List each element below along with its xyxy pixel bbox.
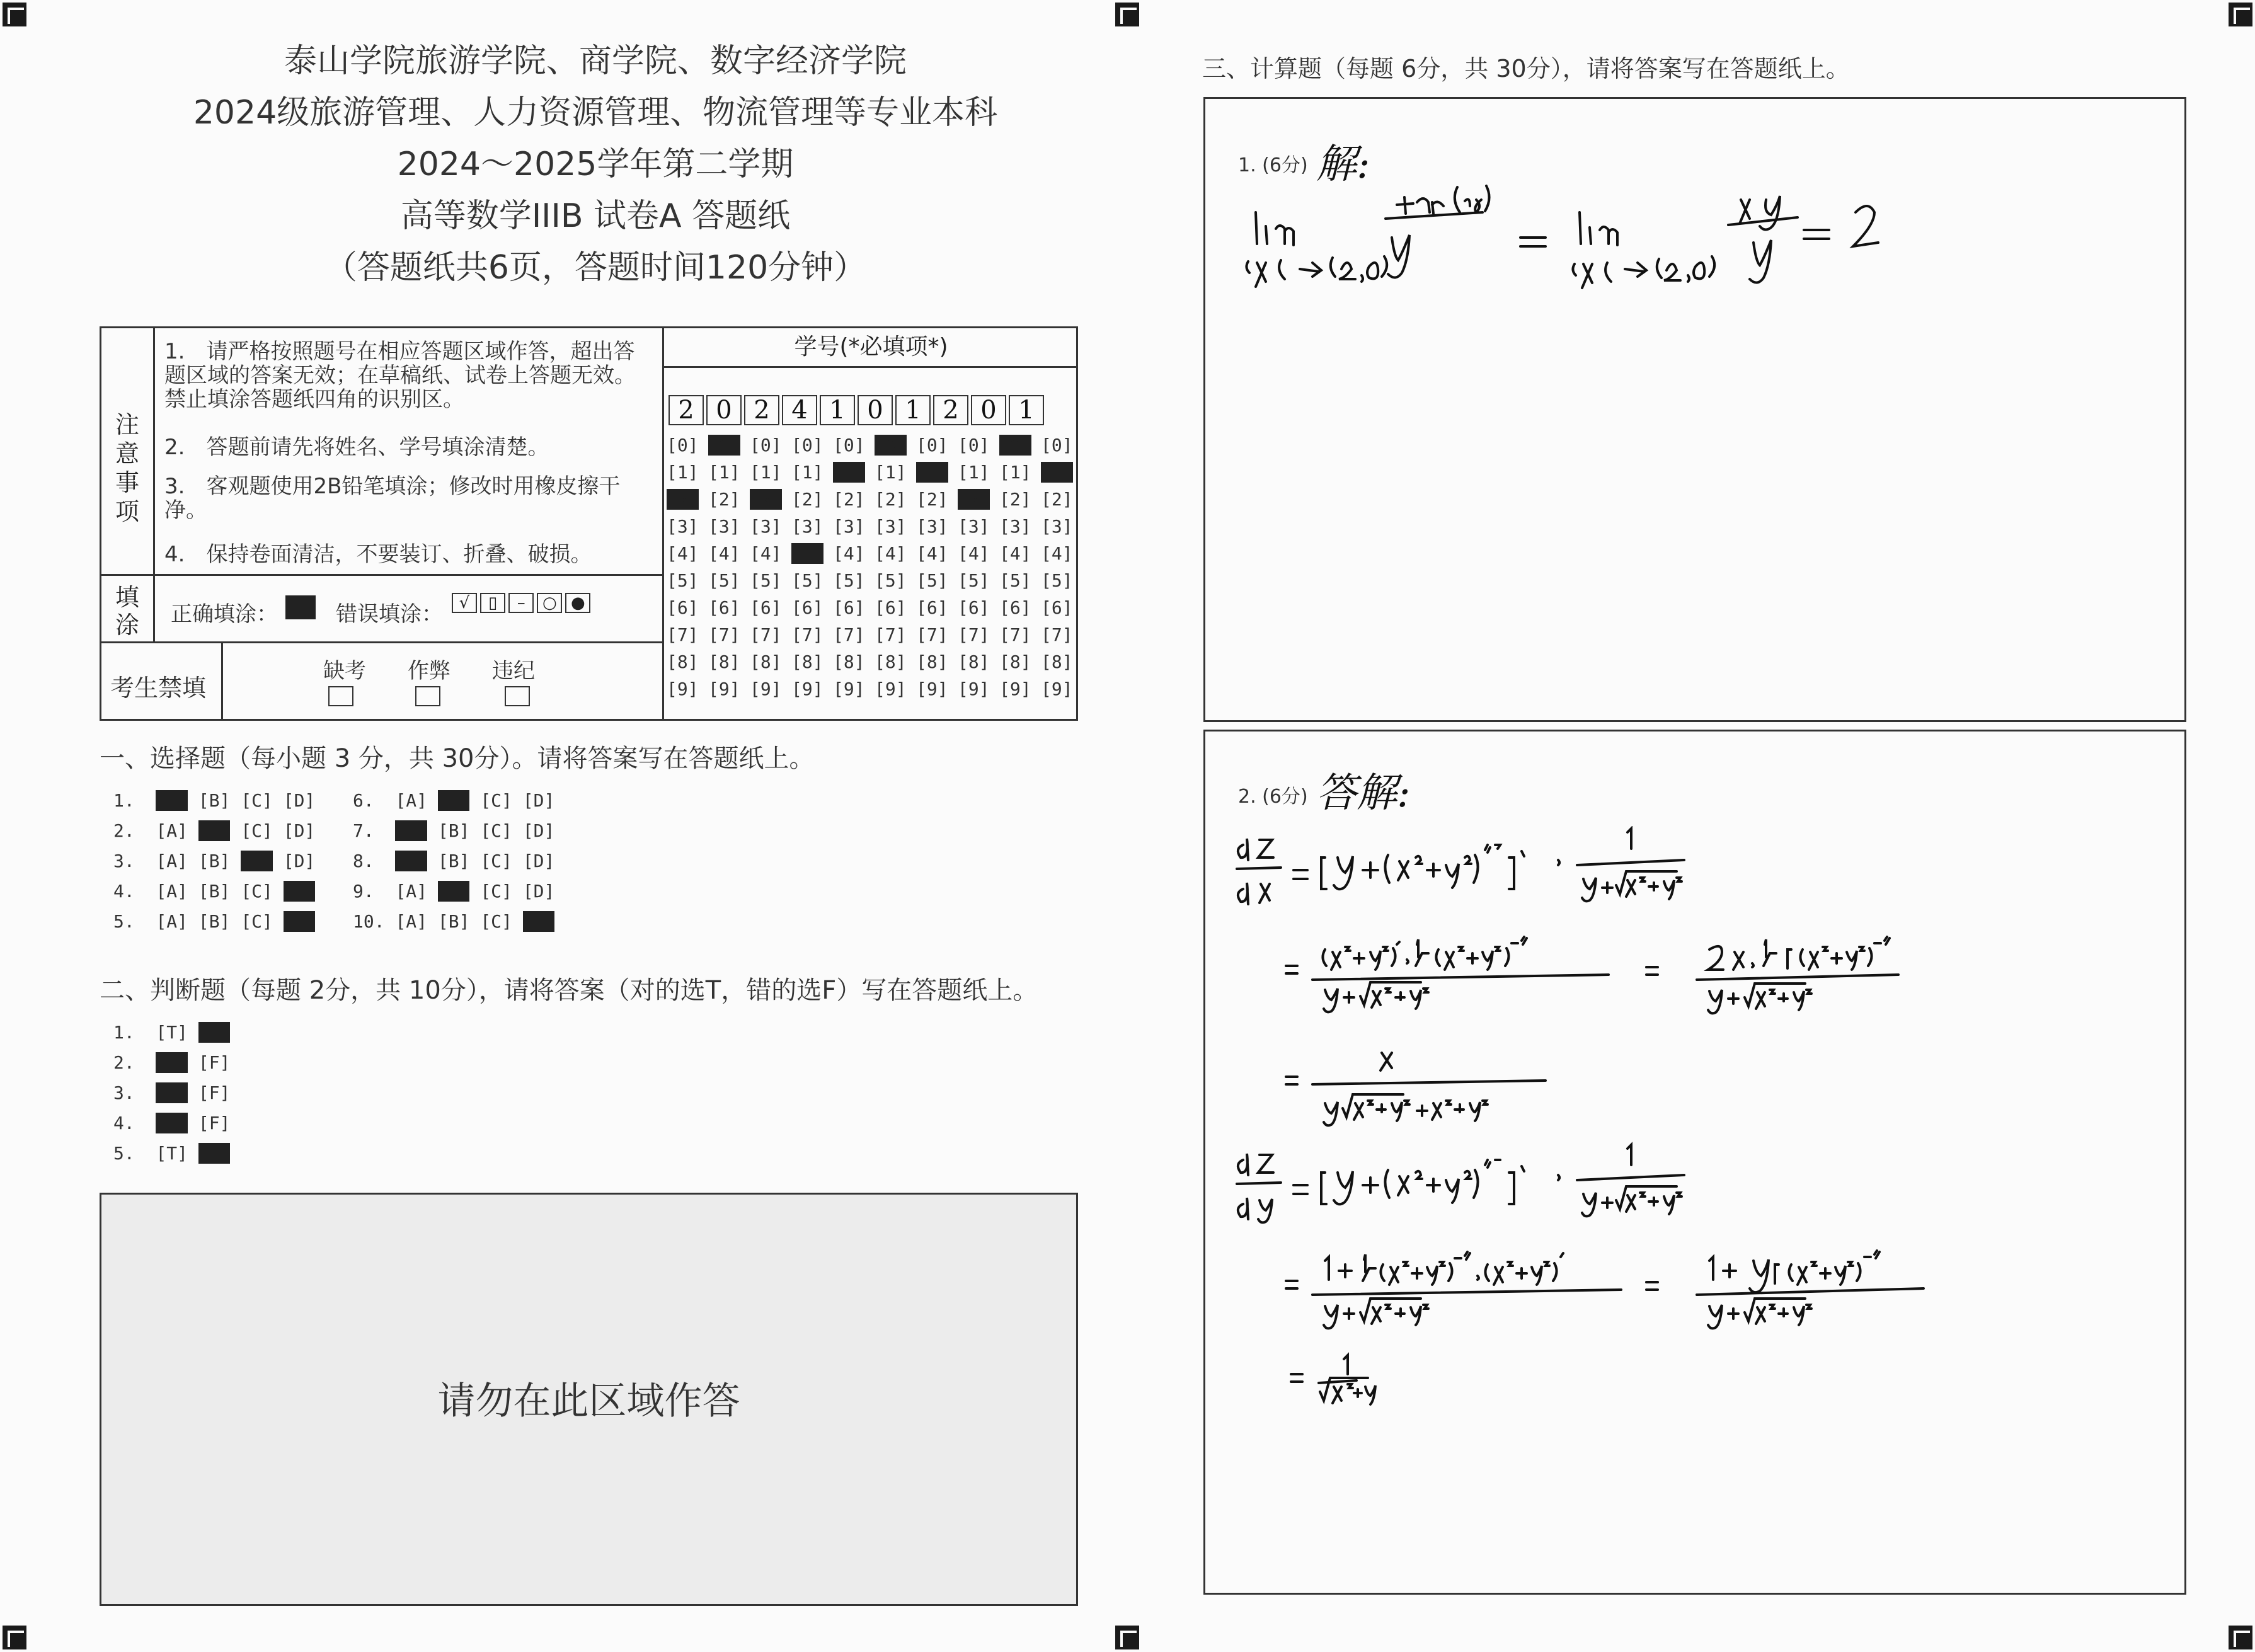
student-id-bubble[interactable]: [9] — [833, 679, 865, 699]
student-id-bubble[interactable]: [1] — [916, 462, 948, 483]
student-id-bubble[interactable]: [1] — [875, 462, 907, 483]
tf-item — [113, 1052, 241, 1073]
student-id-bubble-row — [667, 624, 1082, 651]
mcq-item — [353, 820, 565, 841]
tf-number: 2. — [113, 1052, 156, 1073]
student-id-bubble[interactable]: [7] — [916, 624, 948, 645]
mcq-option[interactable]: [A] — [156, 851, 188, 871]
wrong-fill-dot: ● — [565, 593, 590, 613]
student-id-bubble[interactable]: [7] — [999, 624, 1031, 645]
student-id-bubble[interactable]: [6] — [750, 597, 782, 618]
student-id-bubble[interactable]: [4] — [791, 543, 823, 564]
mcq-option[interactable]: [C] — [241, 820, 273, 841]
student-id-bubble[interactable]: [9] — [750, 679, 782, 699]
student-id-bubble[interactable]: [3] — [791, 516, 823, 537]
student-id-bubble[interactable]: [5] — [833, 570, 865, 591]
student-id-bubble[interactable]: [5] — [1041, 570, 1073, 591]
wrong-fill-samples — [452, 593, 590, 613]
mcq-item — [353, 790, 565, 811]
student-id-bubble[interactable]: [7] — [958, 624, 990, 645]
mcq-item — [353, 881, 565, 902]
mcq-item — [353, 911, 565, 932]
calc-question-2-hand-start: 答解: — [1316, 770, 1411, 817]
student-id-bubble[interactable]: [4] — [916, 543, 948, 564]
mcq-option[interactable]: [C] — [480, 790, 512, 811]
mcq-option[interactable]: [C] — [241, 790, 273, 811]
student-id-bubble[interactable]: [4] — [833, 543, 865, 564]
student-id-bubble[interactable]: [2] — [750, 489, 782, 510]
mcq-option[interactable]: [D] — [522, 851, 555, 871]
student-id-digit: 0 — [706, 395, 742, 425]
mcq-option[interactable] — [284, 911, 316, 932]
mcq-option[interactable] — [438, 790, 470, 811]
notice-item-4: 4. 保持卷面清洁，不要装订、折叠、破损。 — [164, 542, 592, 567]
tf-option[interactable]: [F] — [198, 1082, 231, 1103]
calc-question-1-box[interactable] — [1203, 97, 2186, 722]
student-id-digit: 2 — [933, 395, 968, 425]
student-id-bubble[interactable]: [8] — [791, 651, 823, 672]
mcq-option[interactable] — [438, 881, 470, 902]
wrong-fill-label: 错误填涂： — [336, 602, 443, 627]
student-id-bubble[interactable]: [5] — [791, 570, 823, 591]
tf-option[interactable]: [T] — [156, 1143, 188, 1164]
student-id-bubble[interactable]: [0] — [708, 435, 740, 456]
student-id-bubble[interactable]: [0] — [916, 435, 948, 456]
corner-mark-top-right — [2229, 3, 2252, 26]
tf-number: 3. — [113, 1082, 156, 1103]
student-id-bubble[interactable]: [8] — [667, 651, 699, 672]
mcq-number: 9. — [353, 881, 396, 902]
mcq-number: 4. — [113, 881, 156, 902]
tf-option[interactable]: [T] — [156, 1022, 188, 1043]
student-id-bubble[interactable]: [3] — [667, 516, 699, 537]
mcq-option[interactable]: [C] — [480, 881, 512, 902]
notice-side-label: 注意事项 — [115, 411, 139, 525]
student-id-bubble[interactable]: [9] — [875, 679, 907, 699]
student-id-bubble[interactable]: [3] — [999, 516, 1031, 537]
student-id-bubble[interactable]: [8] — [958, 651, 990, 672]
section1-title: 一、选择题（每小题 3 分，共 30分）。请将答案写在答题纸上。 — [100, 744, 815, 773]
mcq-number: 2. — [113, 820, 156, 841]
section3-title: 三、计算题（每题 6分，共 30分），请将答案写在答题纸上。 — [1202, 55, 1850, 83]
notice-item-1: 1. 请严格按照题号在相应答题区域作答，超出答题区域的答案无效；在草稿纸、试卷上答题无效。禁止填涂答题纸四角的识别区。 — [164, 339, 636, 412]
student-id-bubble[interactable]: [4] — [1041, 543, 1073, 564]
student-id-bubble[interactable]: [5] — [999, 570, 1031, 591]
student-id-bubble-row — [667, 570, 1082, 597]
student-id-bubble[interactable]: [9] — [1041, 679, 1073, 699]
corner-mark-bottom-right — [2229, 1626, 2252, 1649]
calc-question-2-label: 2. (6分) — [1238, 786, 1308, 808]
mcq-option[interactable]: [C] — [480, 911, 512, 932]
wrong-fill-circle: ○ — [537, 593, 562, 613]
student-id-bubble[interactable]: [5] — [708, 570, 740, 591]
student-id-bubble[interactable]: [6] — [999, 597, 1031, 618]
cheat-label: 作弊 — [408, 658, 450, 684]
tf-number: 4. — [113, 1113, 156, 1133]
mcq-number: 10. — [353, 911, 396, 932]
student-id-bubble[interactable]: [6] — [916, 597, 948, 618]
tf-option[interactable] — [156, 1082, 188, 1103]
mcq-option[interactable] — [241, 851, 273, 871]
student-id-bubble[interactable]: [9] — [708, 679, 740, 699]
student-id-bubble[interactable]: [6] — [1041, 597, 1073, 618]
student-id-bubble[interactable]: [0] — [958, 435, 990, 456]
student-id-bubble[interactable]: [0] — [833, 435, 865, 456]
student-id-bubble[interactable]: [7] — [708, 624, 740, 645]
student-id-bubble[interactable]: [4] — [708, 543, 740, 564]
tf-option[interactable] — [156, 1052, 188, 1073]
student-id-bubble[interactable]: [6] — [667, 597, 699, 618]
mcq-item — [353, 851, 565, 871]
mcq-number: 7. — [353, 820, 396, 841]
student-id-digit: 2 — [744, 395, 779, 425]
tf-item — [113, 1113, 241, 1133]
corner-mark-top-left — [3, 3, 26, 26]
header-line-3: 2024～2025学年第二学期 — [397, 146, 794, 183]
student-id-bubble[interactable]: [5] — [958, 570, 990, 591]
student-id-bubble[interactable]: [1] — [1041, 462, 1073, 483]
mcq-number: 6. — [353, 790, 396, 811]
mcq-item — [113, 820, 326, 841]
student-id-bubble[interactable]: [2] — [791, 489, 823, 510]
mcq-number: 8. — [353, 851, 396, 871]
student-id-bubble-row — [667, 543, 1082, 570]
tf-item — [113, 1022, 241, 1043]
student-id-bubble[interactable]: [9] — [958, 679, 990, 699]
tf-item — [113, 1143, 241, 1164]
mcq-option[interactable]: [B] — [437, 820, 470, 841]
mcq-option[interactable]: [C] — [480, 851, 512, 871]
mcq-number: 3. — [113, 851, 156, 871]
mcq-option[interactable] — [523, 911, 555, 932]
student-id-bubble[interactable]: [0] — [999, 435, 1031, 456]
student-id-bubble[interactable]: [4] — [999, 543, 1031, 564]
student-id-bubble[interactable]: [8] — [916, 651, 948, 672]
student-id-bubble-grid — [667, 435, 1082, 706]
header-line-4: 高等数学IIIB 试卷A 答题纸 — [400, 197, 791, 235]
student-id-bubble[interactable]: [5] — [750, 570, 782, 591]
student-id-bubble[interactable]: [2] — [916, 489, 948, 510]
mcq-option[interactable]: [A] — [156, 881, 188, 902]
student-id-bubble[interactable]: [7] — [875, 624, 907, 645]
mcq-item — [113, 790, 326, 811]
student-id-bubble-row — [667, 679, 1082, 706]
student-id-bubble[interactable]: [6] — [791, 597, 823, 618]
student-id-bubble[interactable]: [1] — [667, 462, 699, 483]
student-id-bubble[interactable]: [9] — [791, 679, 823, 699]
student-id-digits — [668, 395, 1047, 425]
student-id-bubble[interactable]: [3] — [958, 516, 990, 537]
mcq-number: 1. — [113, 790, 156, 811]
mcq-item — [113, 911, 326, 932]
student-id-bubble[interactable]: [1] — [708, 462, 740, 483]
tf-option[interactable] — [198, 1143, 231, 1164]
student-id-digit: 0 — [858, 395, 893, 425]
corner-mark-top-middle — [1115, 3, 1139, 26]
wrong-fill-check: √ — [452, 593, 477, 613]
student-id-bubble[interactable]: [7] — [667, 624, 699, 645]
calc-question-2-box[interactable] — [1203, 730, 2186, 1595]
student-id-bubble[interactable]: [2] — [999, 489, 1031, 510]
mcq-option[interactable]: [C] — [241, 881, 273, 902]
student-id-bubble[interactable]: [8] — [833, 651, 865, 672]
student-id-bubble[interactable]: [0] — [1041, 435, 1073, 456]
tf-option[interactable]: [F] — [198, 1052, 231, 1073]
mcq-option[interactable]: [B] — [198, 881, 231, 902]
student-id-bubble-row — [667, 651, 1082, 679]
mcq-option[interactable]: [C] — [241, 911, 273, 932]
header-line-1: 泰山学院旅游学院、商学院、数字经济学院 — [284, 42, 907, 80]
student-id-bubble[interactable]: [1] — [958, 462, 990, 483]
section2-title: 二、判断题（每题 2分，共 10分），请将答案（对的选T，错的选F）写在答题纸上。 — [100, 976, 1038, 1005]
student-id-bubble-row — [667, 489, 1082, 516]
mcq-option[interactable]: [D] — [522, 790, 555, 811]
mcq-option[interactable]: [D] — [283, 790, 316, 811]
student-id-bubble[interactable]: [6] — [708, 597, 740, 618]
student-id-bubble[interactable]: [4] — [875, 543, 907, 564]
header-line-5: （答题纸共6页，答题时间120分钟） — [324, 249, 867, 287]
violation-label: 违纪 — [492, 658, 535, 684]
student-id-bubble[interactable]: [8] — [750, 651, 782, 672]
student-id-bubble[interactable]: [7] — [791, 624, 823, 645]
mcq-item — [113, 881, 326, 902]
mcq-option[interactable]: [A] — [395, 790, 428, 811]
student-id-bubble[interactable]: [2] — [708, 489, 740, 510]
no-answer-zone-text: 请勿在此区域作答 — [437, 1379, 740, 1423]
mcq-option[interactable]: [D] — [283, 851, 316, 871]
student-id-bubble[interactable]: [9] — [999, 679, 1031, 699]
student-id-bubble[interactable]: [8] — [1041, 651, 1073, 672]
mcq-option[interactable]: [D] — [283, 820, 316, 841]
student-id-bubble[interactable]: [3] — [1041, 516, 1073, 537]
student-id-bubble[interactable]: [4] — [667, 543, 699, 564]
student-id-bubble[interactable]: [0] — [791, 435, 823, 456]
calc-question-1-label: 1. (6分) — [1238, 154, 1308, 176]
student-id-bubble[interactable]: [3] — [708, 516, 740, 537]
tf-number: 1. — [113, 1022, 156, 1043]
corner-mark-bottom-middle — [1115, 1626, 1139, 1649]
student-id-bubble-row — [667, 435, 1082, 462]
student-id-bubble[interactable]: [6] — [833, 597, 865, 618]
mcq-option[interactable]: [A] — [156, 820, 188, 841]
student-id-bubble[interactable]: [0] — [667, 435, 699, 456]
mcq-option[interactable]: [A] — [156, 911, 188, 932]
student-id-bubble-row — [667, 597, 1082, 624]
student-id-label: 学号(*必填项*) — [794, 334, 948, 360]
violation-checkbox[interactable] — [505, 686, 530, 706]
mcq-number: 5. — [113, 911, 156, 932]
student-id-bubble-row — [667, 516, 1082, 543]
student-id-bubble[interactable]: [5] — [875, 570, 907, 591]
student-id-digit: 2 — [668, 395, 704, 425]
header-line-2: 2024级旅游管理、人力资源管理、物流管理等专业本科 — [193, 94, 998, 132]
student-id-bubble[interactable]: [0] — [875, 435, 907, 456]
fill-label: 填涂 — [115, 583, 139, 639]
mcq-option[interactable] — [395, 851, 427, 871]
mcq-option[interactable]: [A] — [395, 911, 428, 932]
student-id-bubble[interactable]: [7] — [833, 624, 865, 645]
student-id-bubble[interactable]: [8] — [708, 651, 740, 672]
correct-fill-sample — [285, 595, 316, 619]
student-id-bubble[interactable]: [3] — [875, 516, 907, 537]
mcq-option[interactable] — [284, 881, 316, 902]
no-answer-zone — [100, 1193, 1078, 1606]
student-id-bubble[interactable]: [1] — [999, 462, 1031, 483]
student-id-bubble[interactable]: [1] — [791, 462, 823, 483]
corner-mark-bottom-left — [3, 1626, 26, 1649]
notice-item-2: 2. 答题前请先将姓名、学号填涂清楚。 — [164, 435, 549, 460]
student-id-bubble-row — [667, 462, 1082, 489]
tf-number: 5. — [113, 1143, 156, 1164]
wrong-fill-dash: – — [508, 593, 534, 613]
mcq-option[interactable]: [B] — [437, 911, 470, 932]
mcq-option[interactable]: [B] — [198, 790, 231, 811]
student-id-bubble[interactable]: [4] — [958, 543, 990, 564]
student-id-bubble[interactable]: [5] — [916, 570, 948, 591]
correct-fill-label: 正确填涂： — [171, 602, 278, 627]
absent-checkbox[interactable] — [328, 686, 353, 706]
student-id-bubble[interactable]: [9] — [916, 679, 948, 699]
student-id-bubble[interactable]: [1] — [833, 462, 865, 483]
tf-item — [113, 1082, 241, 1103]
student-id-bubble[interactable]: [8] — [875, 651, 907, 672]
student-id-digit: 4 — [782, 395, 817, 425]
student-id-bubble[interactable]: [2] — [875, 489, 907, 510]
student-id-bubble[interactable]: [3] — [916, 516, 948, 537]
student-id-bubble[interactable]: [6] — [875, 597, 907, 618]
student-id-digit: 1 — [1009, 395, 1044, 425]
tf-option[interactable]: [F] — [198, 1113, 231, 1133]
student-id-bubble[interactable]: [5] — [667, 570, 699, 591]
mcq-option[interactable] — [395, 820, 427, 841]
mcq-option[interactable]: [B] — [437, 851, 470, 871]
mcq-option[interactable]: [C] — [480, 820, 512, 841]
tf-option[interactable] — [156, 1113, 188, 1133]
student-id-bubble[interactable]: [2] — [833, 489, 865, 510]
student-id-bubble[interactable]: [2] — [1041, 489, 1073, 510]
calc-question-1-handwriting — [1243, 175, 1936, 313]
mcq-option[interactable]: [D] — [522, 881, 555, 902]
mcq-option[interactable]: [B] — [198, 851, 231, 871]
calc-question-2-handwriting — [1231, 826, 2125, 1569]
mcq-option[interactable] — [156, 790, 188, 811]
student-id-bubble[interactable]: [2] — [958, 489, 990, 510]
calc-question-1-hand-start: 解: — [1316, 141, 1370, 188]
student-id-bubble[interactable]: [1] — [750, 462, 782, 483]
student-id-bubble[interactable]: [3] — [833, 516, 865, 537]
mcq-item — [113, 851, 326, 871]
mcq-option[interactable]: [D] — [522, 820, 555, 841]
mcq-option[interactable]: [A] — [395, 881, 428, 902]
cheat-checkbox[interactable] — [415, 686, 440, 706]
student-id-bubble[interactable]: [3] — [750, 516, 782, 537]
student-id-digit: 1 — [895, 395, 931, 425]
forbid-label: 考生禁填 — [110, 674, 207, 702]
mcq-option[interactable] — [198, 820, 231, 841]
student-id-bubble[interactable]: [0] — [750, 435, 782, 456]
student-id-digit: 0 — [971, 395, 1006, 425]
notice-item-3: 3. 客观题使用2B铅笔填涂；修改时用橡皮擦干净。 — [164, 474, 621, 523]
student-id-bubble[interactable]: [4] — [750, 543, 782, 564]
student-id-digit: 1 — [820, 395, 855, 425]
wrong-fill-half: ▯ — [480, 593, 505, 613]
student-id-bubble[interactable]: [7] — [750, 624, 782, 645]
student-id-bubble[interactable]: [7] — [1041, 624, 1073, 645]
mcq-option[interactable]: [B] — [198, 911, 231, 932]
absent-label: 缺考 — [323, 658, 366, 684]
student-id-bubble[interactable]: [6] — [958, 597, 990, 618]
tf-option[interactable] — [198, 1022, 231, 1043]
student-id-bubble[interactable]: [2] — [667, 489, 699, 510]
student-id-bubble[interactable]: [9] — [667, 679, 699, 699]
student-id-bubble[interactable]: [8] — [999, 651, 1031, 672]
